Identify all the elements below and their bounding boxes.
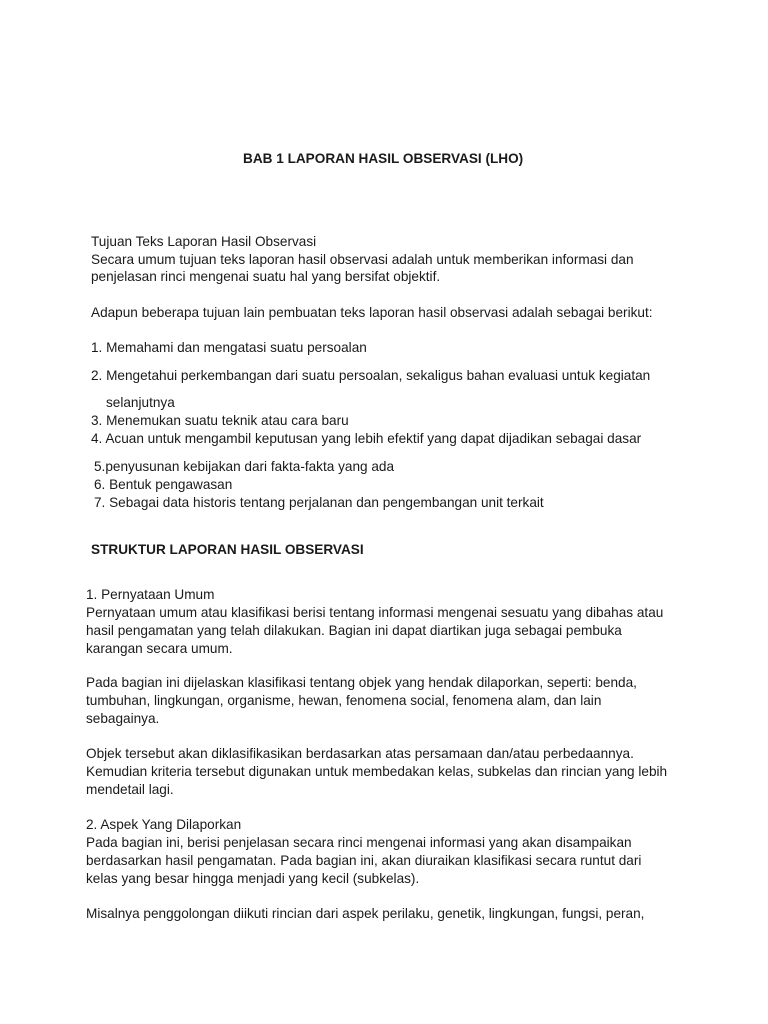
intro-heading: Tujuan Teks Laporan Hasil Observasi xyxy=(91,234,317,249)
paragraph-line: Pernyataan umum atau klasifikasi berisi tentang informasi mengenai sesuatu yang dibahas atau xyxy=(86,605,664,620)
list-item: 7. Sebagai data historis tentang perjalanan dan pengembangan unit terkait xyxy=(94,495,544,510)
paragraph-line: kelas yang besar hingga menjadi yang kecil (subkelas). xyxy=(86,871,420,886)
document-title: BAB 1 LAPORAN HASIL OBSERVASI (LHO) xyxy=(243,151,524,166)
list-item-continuation: selanjutnya xyxy=(106,395,175,410)
list-item: 3. Menemukan suatu teknik atau cara baru xyxy=(91,413,349,428)
intro-paragraph-line: Secara umum tujuan teks laporan hasil observasi adalah untuk memberikan informasi dan xyxy=(91,252,634,267)
list-item: 1. Memahami dan mengatasi suatu persoalan xyxy=(91,340,367,355)
intro-paragraph-line: penjelasan rinci mengenai suatu hal yang bersifat objektif. xyxy=(91,269,441,284)
paragraph-line: Misalnya penggolongan diikuti rincian dari aspek perilaku, genetik, lingkungan, fungsi, peran, xyxy=(86,906,645,921)
paragraph-line: hasil pengamatan yang telah dilakukan. Bagian ini dapat diartikan juga sebagai pembuka xyxy=(86,623,622,638)
paragraph-line: Objek tersebut akan diklasifikasikan berdasarkan atas persamaan dan/atau perbedaannya. xyxy=(86,746,634,761)
paragraph-line: Pada bagian ini, berisi penjelasan secara rinci mengenai informasi yang akan disampaikan xyxy=(86,835,632,850)
section-heading: STRUKTUR LAPORAN HASIL OBSERVASI xyxy=(91,542,364,557)
paragraph-line: berdasarkan hasil pengamatan. Pada bagian ini, akan diuraikan klasifikasi secara runtut dari xyxy=(86,853,642,868)
paragraph-line: Kemudian kriteria tersebut digunakan untuk membedakan kelas, subkelas dan rincian yang lebih xyxy=(86,764,668,779)
subsection-title: 2. Aspek Yang Dilaporkan xyxy=(86,817,242,832)
list-item: 6. Bentuk pengawasan xyxy=(94,477,233,492)
subsection-title: 1. Pernyataan Umum xyxy=(86,587,215,602)
paragraph-line: sebagainya. xyxy=(86,711,160,726)
list-item: 5.penyusunan kebijakan dari fakta-fakta yang ada xyxy=(94,459,395,474)
list-item: 2. Mengetahui perkembangan dari suatu persoalan, sekaligus bahan evaluasi untuk kegiatan xyxy=(91,368,651,383)
intro-paragraph: Adapun beberapa tujuan lain pembuatan teks laporan hasil observasi adalah sebagai berikut: xyxy=(91,305,653,320)
paragraph-line: Pada bagian ini dijelaskan klasifikasi tentang objek yang hendak dilaporkan, seperti: benda, xyxy=(86,675,637,690)
paragraph-line: tumbuhan, lingkungan, organisme, hewan, fenomena social, fenomena alam, dan lain xyxy=(86,693,602,708)
list-item: 4. Acuan untuk mengambil keputusan yang lebih efektif yang dapat dijadikan sebagai dasar xyxy=(91,431,642,446)
paragraph-line: karangan secara umum. xyxy=(86,641,233,656)
paragraph-line: mendetail lagi. xyxy=(86,782,174,797)
